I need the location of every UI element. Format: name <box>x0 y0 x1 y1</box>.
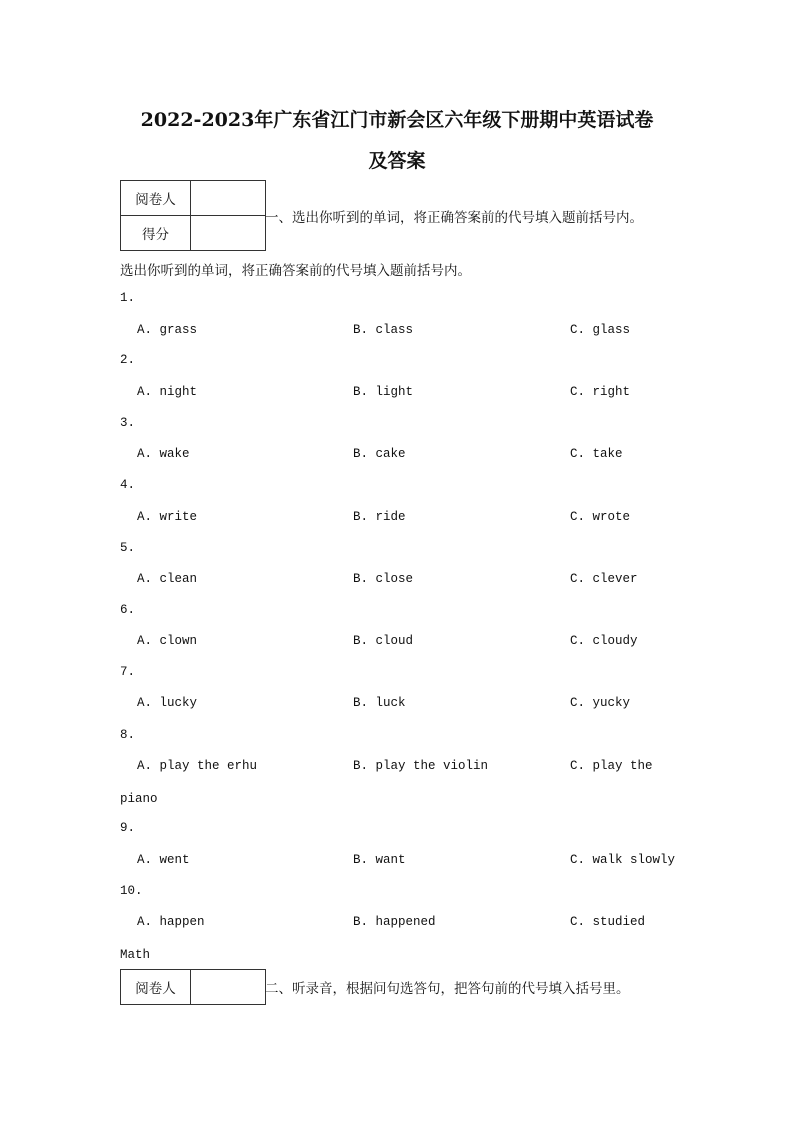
option-b: B. luck <box>353 696 406 710</box>
score-cell <box>191 216 266 251</box>
score-label: 得分 <box>121 216 191 251</box>
question-number: 1. <box>120 291 136 305</box>
option-b: B. play the violin <box>353 759 489 773</box>
option-a: A. wake <box>137 447 190 461</box>
option-a: A. lucky <box>137 696 198 710</box>
question-number: 6. <box>120 603 136 617</box>
option-c: C. cloudy <box>570 634 638 648</box>
option-a: A. grass <box>137 323 198 337</box>
option-a: A. clean <box>137 572 198 586</box>
option-c: C. walk slowly <box>570 853 676 867</box>
option-c: C. glass <box>570 323 631 337</box>
option-c-continuation: piano <box>120 792 158 806</box>
score-table-2 <box>120 969 266 1005</box>
option-a: A. went <box>137 853 190 867</box>
document-title-line-2: 及答案 <box>368 150 426 172</box>
option-b: B. close <box>353 572 414 586</box>
option-b: B. class <box>353 323 414 337</box>
question-number: 3. <box>120 416 136 430</box>
reviewer-cell <box>191 970 266 1005</box>
option-c: C. play the <box>570 759 653 773</box>
option-b: B. ride <box>353 510 406 524</box>
option-c-continuation: Math <box>120 948 151 962</box>
question-number: 9. <box>120 821 136 835</box>
question-number: 4. <box>120 478 136 492</box>
reviewer-label: 阅卷人 <box>121 970 191 1005</box>
question-number: 5. <box>120 541 136 555</box>
option-b: B. happened <box>353 915 436 929</box>
question-number: 8. <box>120 728 136 742</box>
section-2-heading: 二、听录音，根据问句选答句，把答句前的代号填入括号里。 <box>265 981 630 997</box>
option-c: C. yucky <box>570 696 631 710</box>
option-c: C. studied <box>570 915 646 929</box>
document-title-line-1: 2022-2023年广东省江门市新会区六年级下册期中英语试卷 <box>140 109 654 131</box>
option-a: A. play the erhu <box>137 759 258 773</box>
section-1-heading: 一、选出你听到的单词，将正确答案前的代号填入题前括号内。 <box>265 210 643 226</box>
option-c: C. right <box>570 385 631 399</box>
option-a: A. write <box>137 510 198 524</box>
reviewer-label: 阅卷人 <box>121 181 191 216</box>
option-a: A. clown <box>137 634 198 648</box>
option-c: C. wrote <box>570 510 631 524</box>
question-number: 7. <box>120 665 136 679</box>
score-table-1 <box>120 180 266 251</box>
question-number: 10. <box>120 884 143 898</box>
option-a: A. happen <box>137 915 205 929</box>
option-a: A. night <box>137 385 198 399</box>
option-b: B. cake <box>353 447 406 461</box>
question-number: 2. <box>120 353 136 367</box>
option-c: C. take <box>570 447 623 461</box>
section-1-instruction: 选出你听到的单词，将正确答案前的代号填入题前括号内。 <box>120 263 471 279</box>
option-b: B. cloud <box>353 634 414 648</box>
option-c: C. clever <box>570 572 638 586</box>
option-b: B. want <box>353 853 406 867</box>
option-b: B. light <box>353 385 414 399</box>
reviewer-cell <box>191 181 266 216</box>
